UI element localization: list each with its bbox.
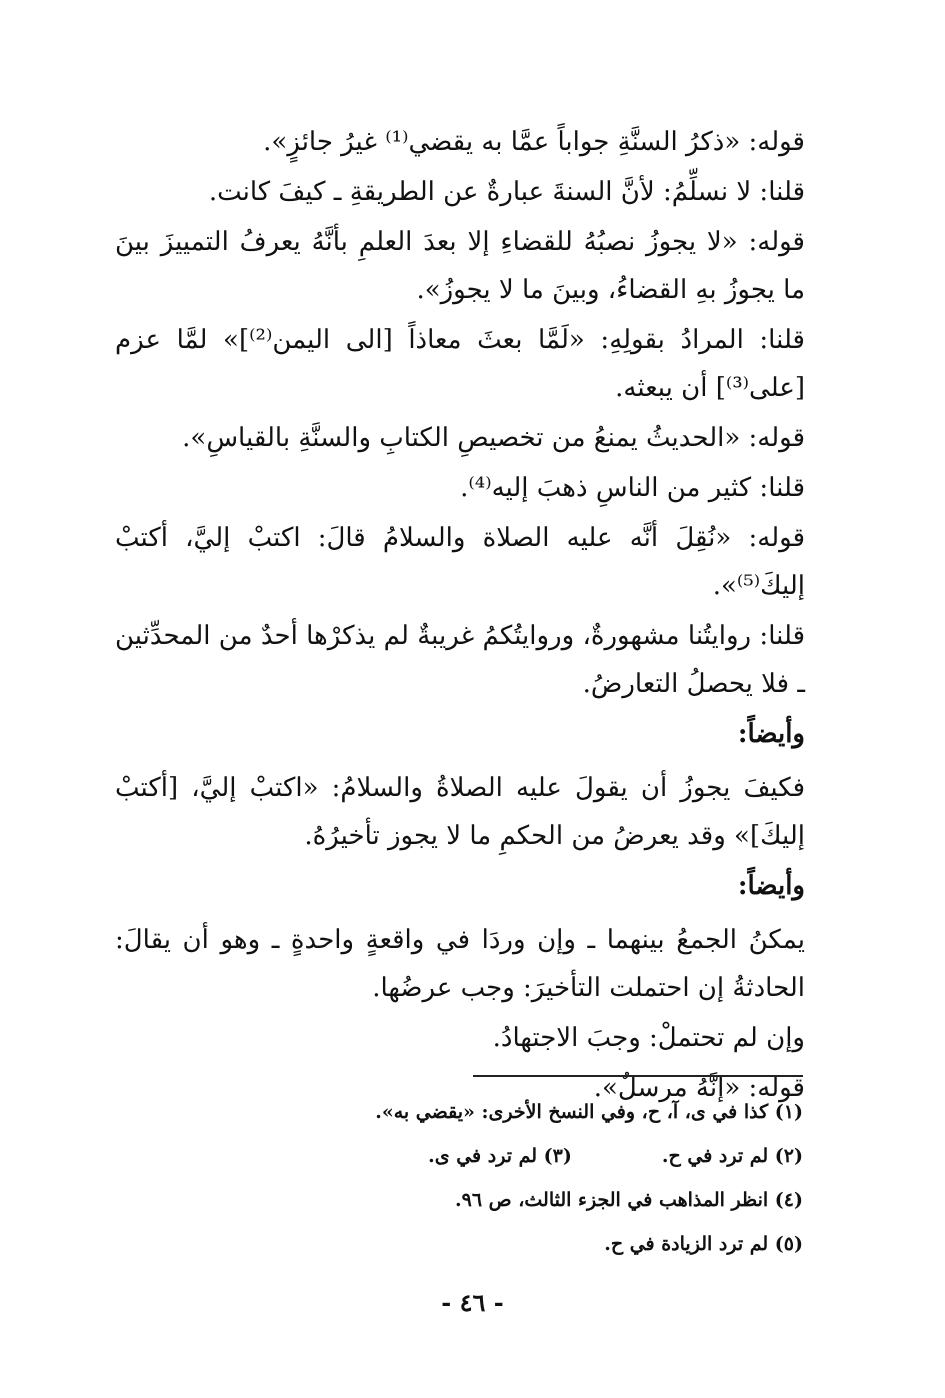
page-number: - ٤٦ - — [441, 1288, 504, 1317]
footnote-3: (٣) لم ترد في ى. — [428, 1145, 572, 1167]
paragraph-5: قوله: «الحديثُ يمنعُ من تخصيصِ الكتابِ والسنَّةِ بالقياسِ». — [182, 423, 805, 453]
paragraph-2: قلنا: لا نسلِّمُ: لأنَّ السنةَ عبارةٌ عن الطريقةِ ـ كيفَ كانت. — [208, 177, 805, 207]
footnote-5: (٥) لم ترد الزيادة في ح. — [604, 1233, 803, 1255]
paragraph-1: قوله: «ذكرُ السنَّةِ جواباً عمَّا به يقضي⁽¹⁾ غيرُ جائزٍ». — [263, 127, 805, 157]
paragraph-6: قلنا: كثير من الناسِ ذهبَ إليه⁽⁴⁾. — [460, 473, 805, 503]
paragraph-12: قوله: «إنَّهُ مرسلٌ». — [593, 1073, 805, 1103]
section-heading-1: وأيضاً: — [737, 719, 805, 749]
paragraph-9: فكيفَ يجوزُ أن يقولَ عليه الصلاةُ والسلامُ: «اكتبْ إليَّ، [أكتبْ إليكَ]» وقد يعرضُ من الحكمِ ما لا يجوز تأخيرُهُ. — [115, 773, 805, 851]
paragraph-11: وإن لم تحتملْ: وجبَ الاجتهادُ. — [492, 1023, 805, 1053]
paragraph-4: قلنا: المرادُ بقولِهِ: «لَمَّا بعثَ معاذاً [الى اليمن⁽²⁾]» لمَّا عزم [على⁽³⁾] أن يبعثه. — [115, 325, 805, 403]
footnote-2: (٢) لم ترد في ح. — [661, 1145, 803, 1167]
footnote-divider — [473, 1075, 803, 1077]
footnotes — [203, 1090, 803, 1266]
paragraph-10: يمكنُ الجمعُ بينهما ـ وإن وردَا في واقعةٍ واحدةٍ ـ وهو أن يقالَ: الحادثةُ إن احتملت التأخيرَ: وجب عرضُها. — [115, 925, 805, 1003]
footnote-row-2-3 — [203, 1134, 803, 1178]
paragraph-8: قلنا: روايتُنا مشهورةٌ، وروايتُكمُ غريبةٌ لم يذكرْها أحدٌ من المحدِّثين ـ فلا يحصلُ التعارضُ. — [115, 621, 805, 699]
main-text — [115, 118, 805, 1114]
footnote-1: (١) كذا في ى، آ، ح، وفي النسخ الأخرى: «يقضي به». — [375, 1101, 803, 1123]
section-heading-2: وأيضاً: — [737, 871, 805, 901]
paragraph-7: قوله: «نُقِلَ أنَّه عليه الصلاة والسلامُ قالَ: اكتبْ إليَّ، أكتبْ إليكَ⁽⁵⁾». — [115, 523, 805, 601]
footnote-4: (٤) انظر المذاهب في الجزء الثالث، ص ٩٦. — [455, 1189, 803, 1211]
paragraph-3: قوله: «لا يجوزُ نصبُهُ للقضاءِ إلا بعدَ العلمِ بأنَّهُ يعرفُ التمييزَ بينَ ما يجوزُ بهِ القضاءُ، وبينَ ما لا يجوزُ». — [115, 227, 805, 305]
